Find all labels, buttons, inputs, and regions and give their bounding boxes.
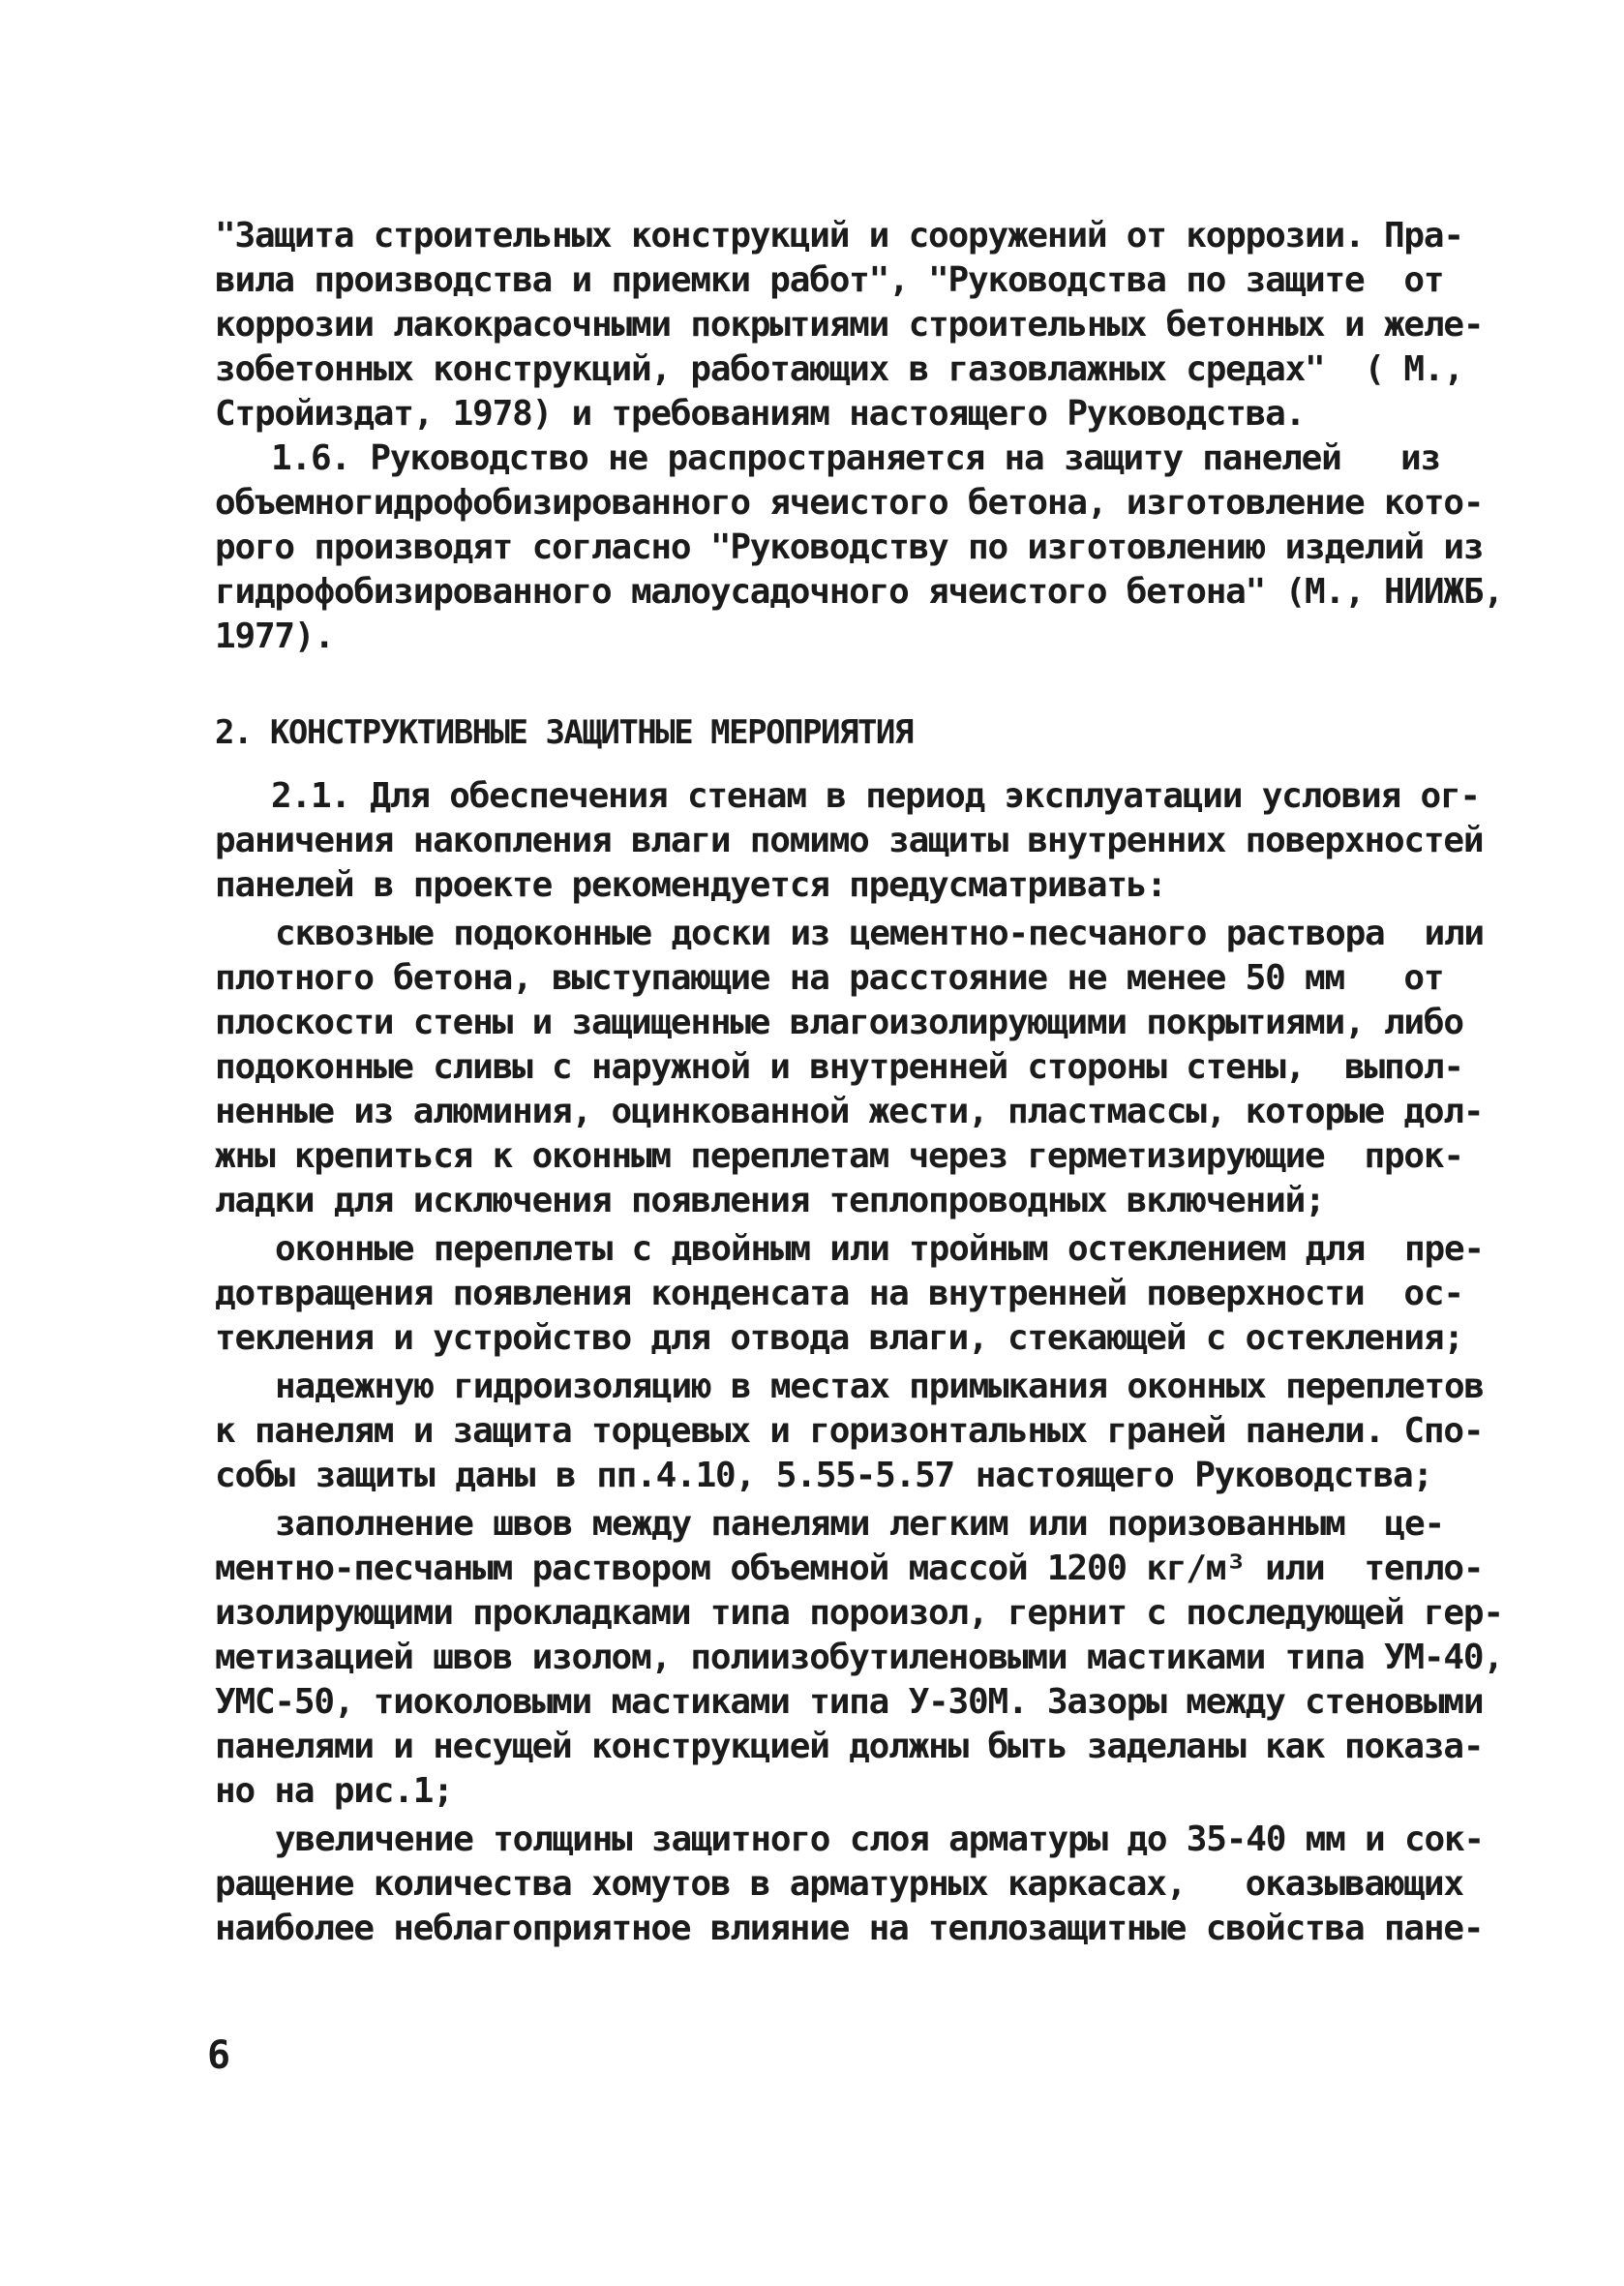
bullet-4-line-5: УМС-50, тиоколовыми мастиками типа У-30М. Зазоры между стеновыми [215,1682,1484,1722]
intro-line-4: зобетонных конструкций, работающих в газовлажных средах" ( М., [215,349,1463,389]
intro-line-3: коррозии лакокрасочными покрытиями строительных бетонных и желе- [215,305,1484,345]
bullet-1-line-1: сквозные подоконные доски из цементно-песчаного раствора или [275,914,1484,953]
bullet-4-line-2: ментно-песчаным раствором объемной массой 1200 кг/м³ или тепло- [215,1549,1484,1588]
bullet-3-line-1: надежную гидроизоляцию в местах примыкания оконных переплетов [275,1367,1484,1406]
bullet-4-line-6: панелями и несущей конструкцией должны быть заделаны как показа- [215,1727,1484,1766]
page-number: 6 [207,2033,231,2078]
bullet-4-line-4: метизацией швов изолом, полиизобутиленовыми мастиками типа УМ-40, [215,1638,1503,1677]
bullet-2-line-1: оконные переплеты с двойным или тройным остеклением для пре- [275,1229,1484,1269]
bullet-4-line-1: заполнение швов между панелями легким или поризованным це- [275,1504,1444,1544]
bullet-5-line-2: ращение количества хомутов в арматурных каркасах, оказывающих [215,1864,1463,1904]
item-1-6-line-1: 1.6. Руководство не распространяется на защиту панелей из [271,438,1440,478]
item-2-1-line-2: раничения накопления влаги помимо защиты внутренних поверхностей [215,821,1484,860]
item-2-1-line-1: 2.1. Для обеспечения стенам в период эксплуатации условия ог- [271,776,1480,816]
item-1-6-line-3: рого производят согласно "Руководству по изготовлению изделий из [215,527,1484,567]
bullet-5-line-1: увеличение толщины защитного слоя арматуры до 35-40 мм и сок- [275,1820,1484,1859]
bullet-3-line-2: к панелям и защита торцевых и горизонтальных граней панели. Спо- [215,1411,1484,1451]
intro-line-1: "Защита строительных конструкций и сооружений от коррозии. Пра- [215,216,1463,256]
bullet-1-line-5: ненные из алюминия, оцинкованной жести, пластмассы, которые дол- [215,1092,1484,1131]
bullet-4-line-7: но на рис.1; [215,1771,453,1811]
item-1-6-line-4: гидрофобизированного малоусадочного ячеистого бетона" (М., НИИЖБ, [215,572,1503,612]
intro-line-2: вила производства и приемки работ", "Руководства по защите от [215,260,1444,300]
bullet-1-line-4: подоконные сливы с наружной и внутренней стороны стены, выпол- [215,1047,1463,1087]
bullet-2-line-3: текления и устройство для отвода влаги, стекающей с остекления; [215,1318,1463,1358]
bullet-1-line-6: жны крепиться к оконным переплетам через герметизирующие прок- [215,1136,1463,1176]
bullet-5-line-3: наиболее неблагоприятное влияние на теплозащитные свойства пане- [215,1909,1484,1948]
bullet-4-line-3: изолирующими прокладками типа пороизол, гернит с последующей гер- [215,1593,1503,1633]
bullet-1-line-7: ладки для исключения появления теплопроводных включений; [215,1181,1325,1220]
intro-line-5: Стройиздат, 1978) и требованиям настоящего Руководства. [215,394,1306,434]
bullet-2-line-2: дотвращения появления конденсата на внутренней поверхности ос- [215,1274,1463,1313]
item-1-6-line-5: 1977). [215,617,334,656]
item-2-1-line-3: панелей в проекте рекомендуется предусматривать: [215,865,1166,905]
bullet-3-line-3: собы защиты даны в пп.4.10, 5.55-5.57 настоящего Руководства; [215,1456,1432,1495]
bullet-1-line-2: плотного бетона, выступающие на расстояние не менее 50 мм от [215,958,1444,998]
section-heading: 2. КОНСТРУКТИВНЫЕ ЗАЩИТНЫЕ МЕРОПРИЯТИЯ [215,713,913,752]
bullet-1-line-3: плоскости стены и защищенные влагоизолирующими покрытиями, либо [215,1003,1463,1042]
item-1-6-line-2: объемногидрофобизированного ячеистого бетона, изготовление кото- [215,483,1484,523]
